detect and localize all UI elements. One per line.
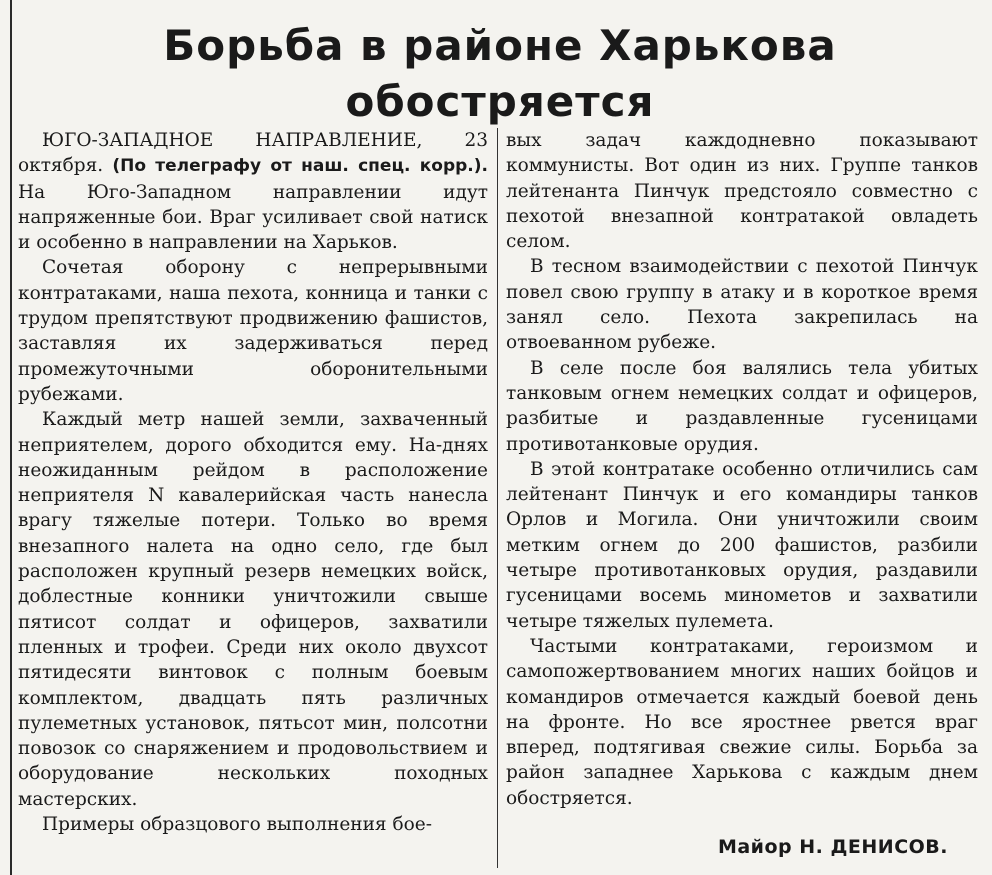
paragraph-left-2: Каждый метр нашей земли, захваченный неприятелем, дорого обходится ему. На-днях неожиданным рейдом в расположение неприятеля N кавалерийская часть нанесла врагу тяжелые потери. Только во время внезапного налета на одно село, где был расположен крупный резерв немецких войск, доблестные конники уничтожили свыше пятисот солдат и офицеров, захватили пленных и трофеи. Среди них около двухсот пятидесяти винтовок с полным боевым комплектом, двадцать пять различных пулеметных установок, пятьсот мин, полсотни повозок со снаряжением и продовольствием и оборудование нескольких походных мастерских. — [18, 409, 488, 810]
dateline-paragraph — [18, 128, 488, 255]
dateline-source: (По телеграфу от наш. спец. корр.). — [112, 156, 488, 177]
paragraph-left-1: Сочетая оборону с непрерывными контратаками, наша пехота, конница и танки с трудом препятствуют продвижению фашистов, заставляя их задерживаться перед промежуточными оборонительными рубежами. — [18, 257, 488, 405]
headline — [20, 18, 980, 130]
author-signature: Майор Н. ДЕНИСОВ. — [717, 836, 948, 858]
dateline-place-date: ЮГО-ЗАПАДНОЕ НАПРАВЛЕНИЕ, 23 октября. — [18, 130, 488, 177]
dateline-text: На Юго-Западном направлении идут напряженные бои. Враг усиливает свой натиск и особенно в направлении на Харьков. — [18, 181, 488, 254]
paragraph-right-5: Частыми контратаками, героизмом и самопожертвованием многих наших бойцов и командиров отмечается каждый боевой день на фронте. Но все яростнее рвется враг вперед, подтягивая свежие силы. Борьба за район западнее Харькова с каждым днем обостряется. — [506, 635, 978, 809]
left-border-rule — [10, 0, 12, 875]
paragraph-right-2: В тесном взаимодействии с пехотой Пинчук повел свою группу в атаку и в короткое время занял село. Пехота закрепилась на отвоеванном рубеже. — [506, 256, 978, 354]
paragraph-left-3: Примеры образцового выполнения бое- — [42, 814, 432, 836]
right-column — [506, 128, 978, 811]
left-column — [18, 128, 488, 837]
paragraph-right-1: вых задач каждодневно показывают коммунисты. Вот один из них. Группе танков лейтенанта Пинчук предстояло совместно с пехотой внезапной контратакой овладеть селом. — [506, 130, 978, 253]
paragraph-right-4: В этой контратаке особенно отличились сам лейтенант Пинчук и его командиры танков Орлов и Могила. Они уничтожили своим метким огнем до 200 фашистов, разбили четыре противотанковых орудия, раздавили гусеницами восемь минометов и захватили четыре тяжелых пулемета. — [506, 458, 978, 632]
headline-line-2: обостряется — [345, 77, 655, 126]
paragraph-right-3: В селе после боя валялись тела убитых танковым огнем немецких солдат и офицеров, разбитые и раздавленные гусеницами противотанковые орудия. — [506, 357, 978, 455]
headline-line-1: Борьба в районе Харькова — [163, 21, 837, 70]
column-divider — [497, 128, 498, 868]
